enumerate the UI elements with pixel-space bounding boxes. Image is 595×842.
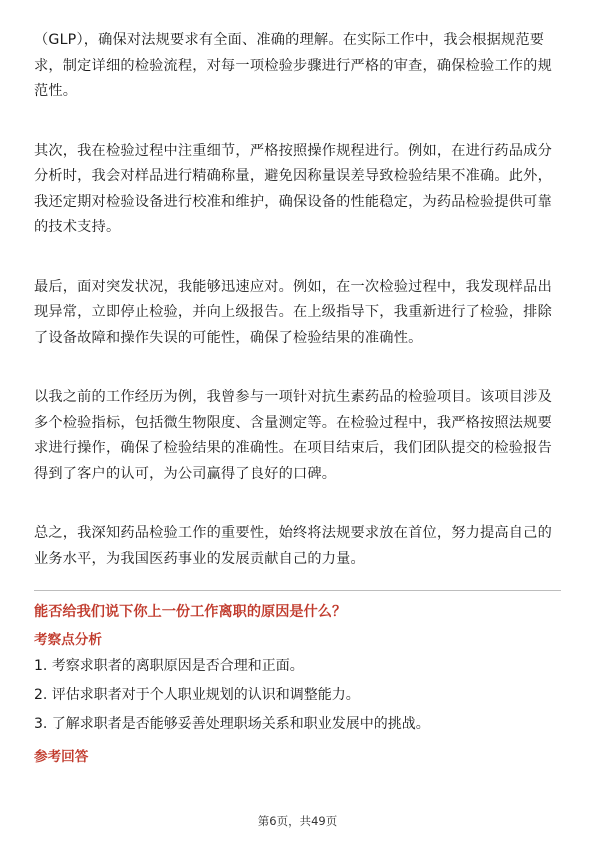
- body-paragraph: 以我之前的工作经历为例，我曾参与一项针对抗生素药品的检验项目。该项目涉及多个检验指标，包括微生物限度、含量测定等。在检验过程中，我严格按照法规要求进行操作，确保了检验结果的准确性。在项目结束后，我们团队提交的检验报告得到了客户的认可，为公司赢得了良好的口碑。: [34, 389, 552, 482]
- analysis-item: 3. 了解求职者是否能够妥善处理职场关系和职业发展中的挑战。: [34, 716, 430, 732]
- reference-answer-heading: 参考回答: [34, 749, 89, 765]
- page-footer: 第6页，共49页: [257, 814, 338, 828]
- section-divider: [34, 590, 561, 591]
- document-page: [34, 28, 561, 768]
- body-paragraph: 其次，我在检验过程中注重细节，严格按照操作规程进行。例如，在进行药品成分分析时，我会对样品进行精确称量，避免因称量误差导致检验结果不准确。此外，我还定期对检验设备进行校准和维护，确保设备的性能稳定，为药品检验提供可靠的技术支持。: [34, 142, 552, 235]
- analysis-heading: 考察点分析: [34, 632, 102, 648]
- body-paragraph: 总之，我深知药品检验工作的重要性，始终将法规要求放在首位，努力提高自己的业务水平，为我国医药事业的发展贡献自己的力量。: [34, 525, 552, 567]
- analysis-item: 1. 考察求职者的离职原因是否合理和正面。: [34, 658, 304, 674]
- analysis-item: 2. 评估求职者对于个人职业规划的认识和调整能力。: [34, 687, 360, 703]
- body-paragraph: （GLP），确保对法规要求有全面、准确的理解。在实际工作中，我会根据规范要求，制定详细的检验流程，对每一项检验步骤进行严格的审查，确保检验工作的规范性。: [34, 32, 552, 99]
- body-paragraph: 最后，面对突发状况，我能够迅速应对。例如，在一次检验过程中，我发现样品出现异常，立即停止检验，并向上级报告。在上级指导下，我重新进行了检验，排除了设备故障和操作失误的可能性，确保了检验结果的准确性。: [34, 278, 552, 346]
- interview-question: 能否给我们说下你上一份工作离职的原因是什么？: [34, 604, 347, 620]
